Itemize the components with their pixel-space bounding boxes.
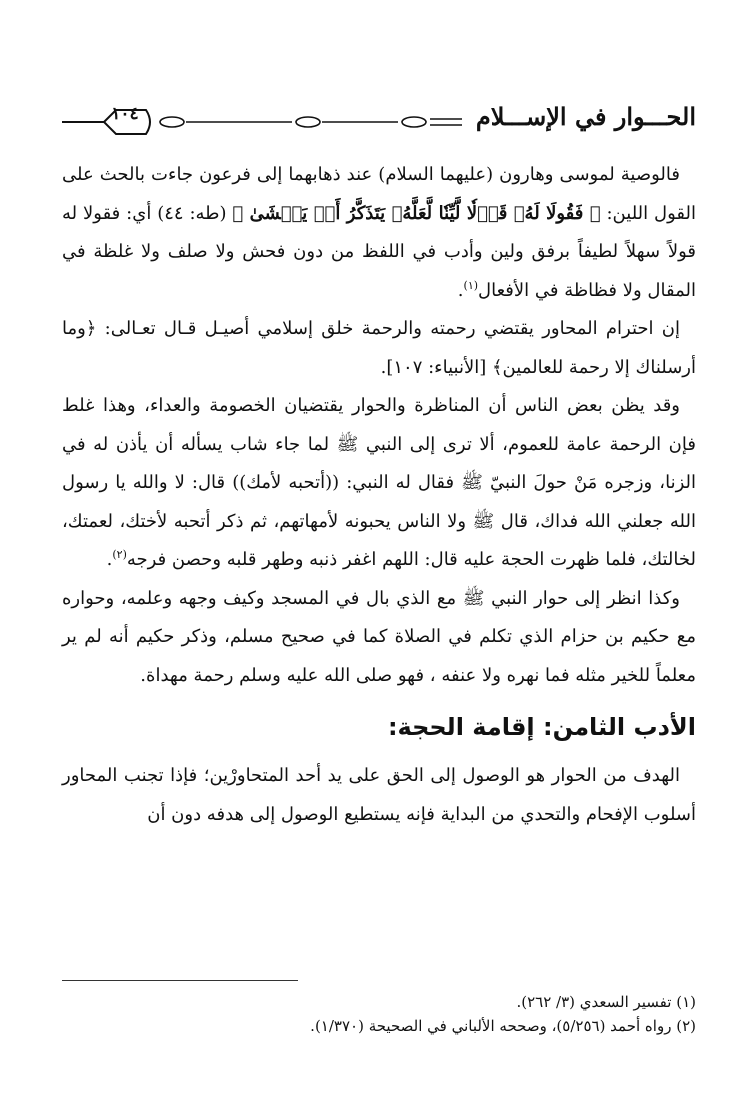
footnote-ref[interactable]: (٢) bbox=[112, 548, 127, 561]
section-paragraph: الهدف من الحوار هو الوصول إلى الحق على يد أحد المتحاورْين؛ فإذا تجنب المحاور أسلوب الإفحام والتحدي من البداية فإنه يستطيع الوصول إلى هدفه دون أن bbox=[62, 765, 696, 825]
paragraph-2: إن احترام المحاور يقتضي رحمته والرحمة خلق إسلامي أصيـل قـال تعـالى: ﴿وما أرسلناك إلا رحمة للعالمين﴾ [الأنبياء: ١٠٧]. bbox=[62, 318, 696, 378]
footnotes bbox=[62, 990, 696, 1038]
paragraph-text: فالوصية لموسى وهارون (عليهما السلام) عند ذهابهما إلى فرعون جاءت بالحث على القول اللين: bbox=[62, 164, 696, 224]
paragraph-text: (طه: ٤٤) أي: فقولا له قولاً سهلاً لطيفاً برفق ولين وأدب في اللفظ من دون فحش ولا صلف ولا غلظة في المقال ولا فظاظة في الأفعال bbox=[62, 202, 696, 301]
paragraph-end: . bbox=[106, 549, 113, 570]
footnote-1: (١) تفسير السعدي (٣/ ٢٦٢). bbox=[516, 993, 696, 1011]
quran-verse: ﴿ فَقُولَا لَهُۥ قَوۡلٗا لَّيِّنٗا لَّعَلَّهُۥ يَتَذَكَّرُ أَوۡ يَخۡشَىٰ ﴾ bbox=[232, 202, 601, 224]
book-page bbox=[62, 100, 696, 1100]
paragraph-end: . bbox=[457, 279, 464, 301]
page-body bbox=[62, 156, 696, 834]
running-title: الحـــوار في الإســـلام bbox=[475, 102, 696, 131]
footnote-ref[interactable]: (١) bbox=[463, 278, 479, 292]
paragraph-4: وكذا انظر إلى حوار النبي ﷺ مع الذي بال في المسجد وكيف وجهه وعلمه، وحواره مع حكيم بن حزام الذي تكلم في الصلاة كما في صحيح مسلم، وذكر حكيم أنه لم ير معلماً للخير مثله فما نهره ولا عنفه ، فهو صلى الله عليه وسلم رحمة مهداة. bbox=[62, 587, 696, 686]
footnote-divider bbox=[62, 980, 298, 981]
footnote-2: (٢) رواه أحمد (٥/٢٥٦)، وصححه الألباني في الصحيحة (١/٣٧٠). bbox=[310, 1017, 696, 1035]
paragraph-3 bbox=[62, 387, 696, 580]
page-number: ١٠٤ bbox=[111, 104, 139, 124]
paragraph-1 bbox=[62, 156, 696, 310]
page-header bbox=[62, 100, 696, 142]
paragraph-text: وقد يظن بعض الناس أن المناظرة والحوار يقتضيان الخصومة والعداء، وهذا غلط فإن الرحمة عامة للعموم، ألا ترى إلى النبي ﷺ لما جاء شاب يسأله أن يأذن له في الزنا، وزجره مَنْ حولَ النبيّ ﷺ فقال له النبي: ((أتحبه لأمك)) قال: لا والله يا رسول الله جعلني الله فداك، قال ﷺ ولا الناس يحبونه لأمهاتهم، ثم ذكر أتحبه لأختك، لعمتك، لخالتك، فلما ظهرت الحجة عليه قال: اللهم اغفر ذنبه وطهر قلبه وحصن فرجه bbox=[62, 395, 696, 570]
section-heading: الأدب الثامن: إقامة الحجة: bbox=[387, 713, 696, 741]
